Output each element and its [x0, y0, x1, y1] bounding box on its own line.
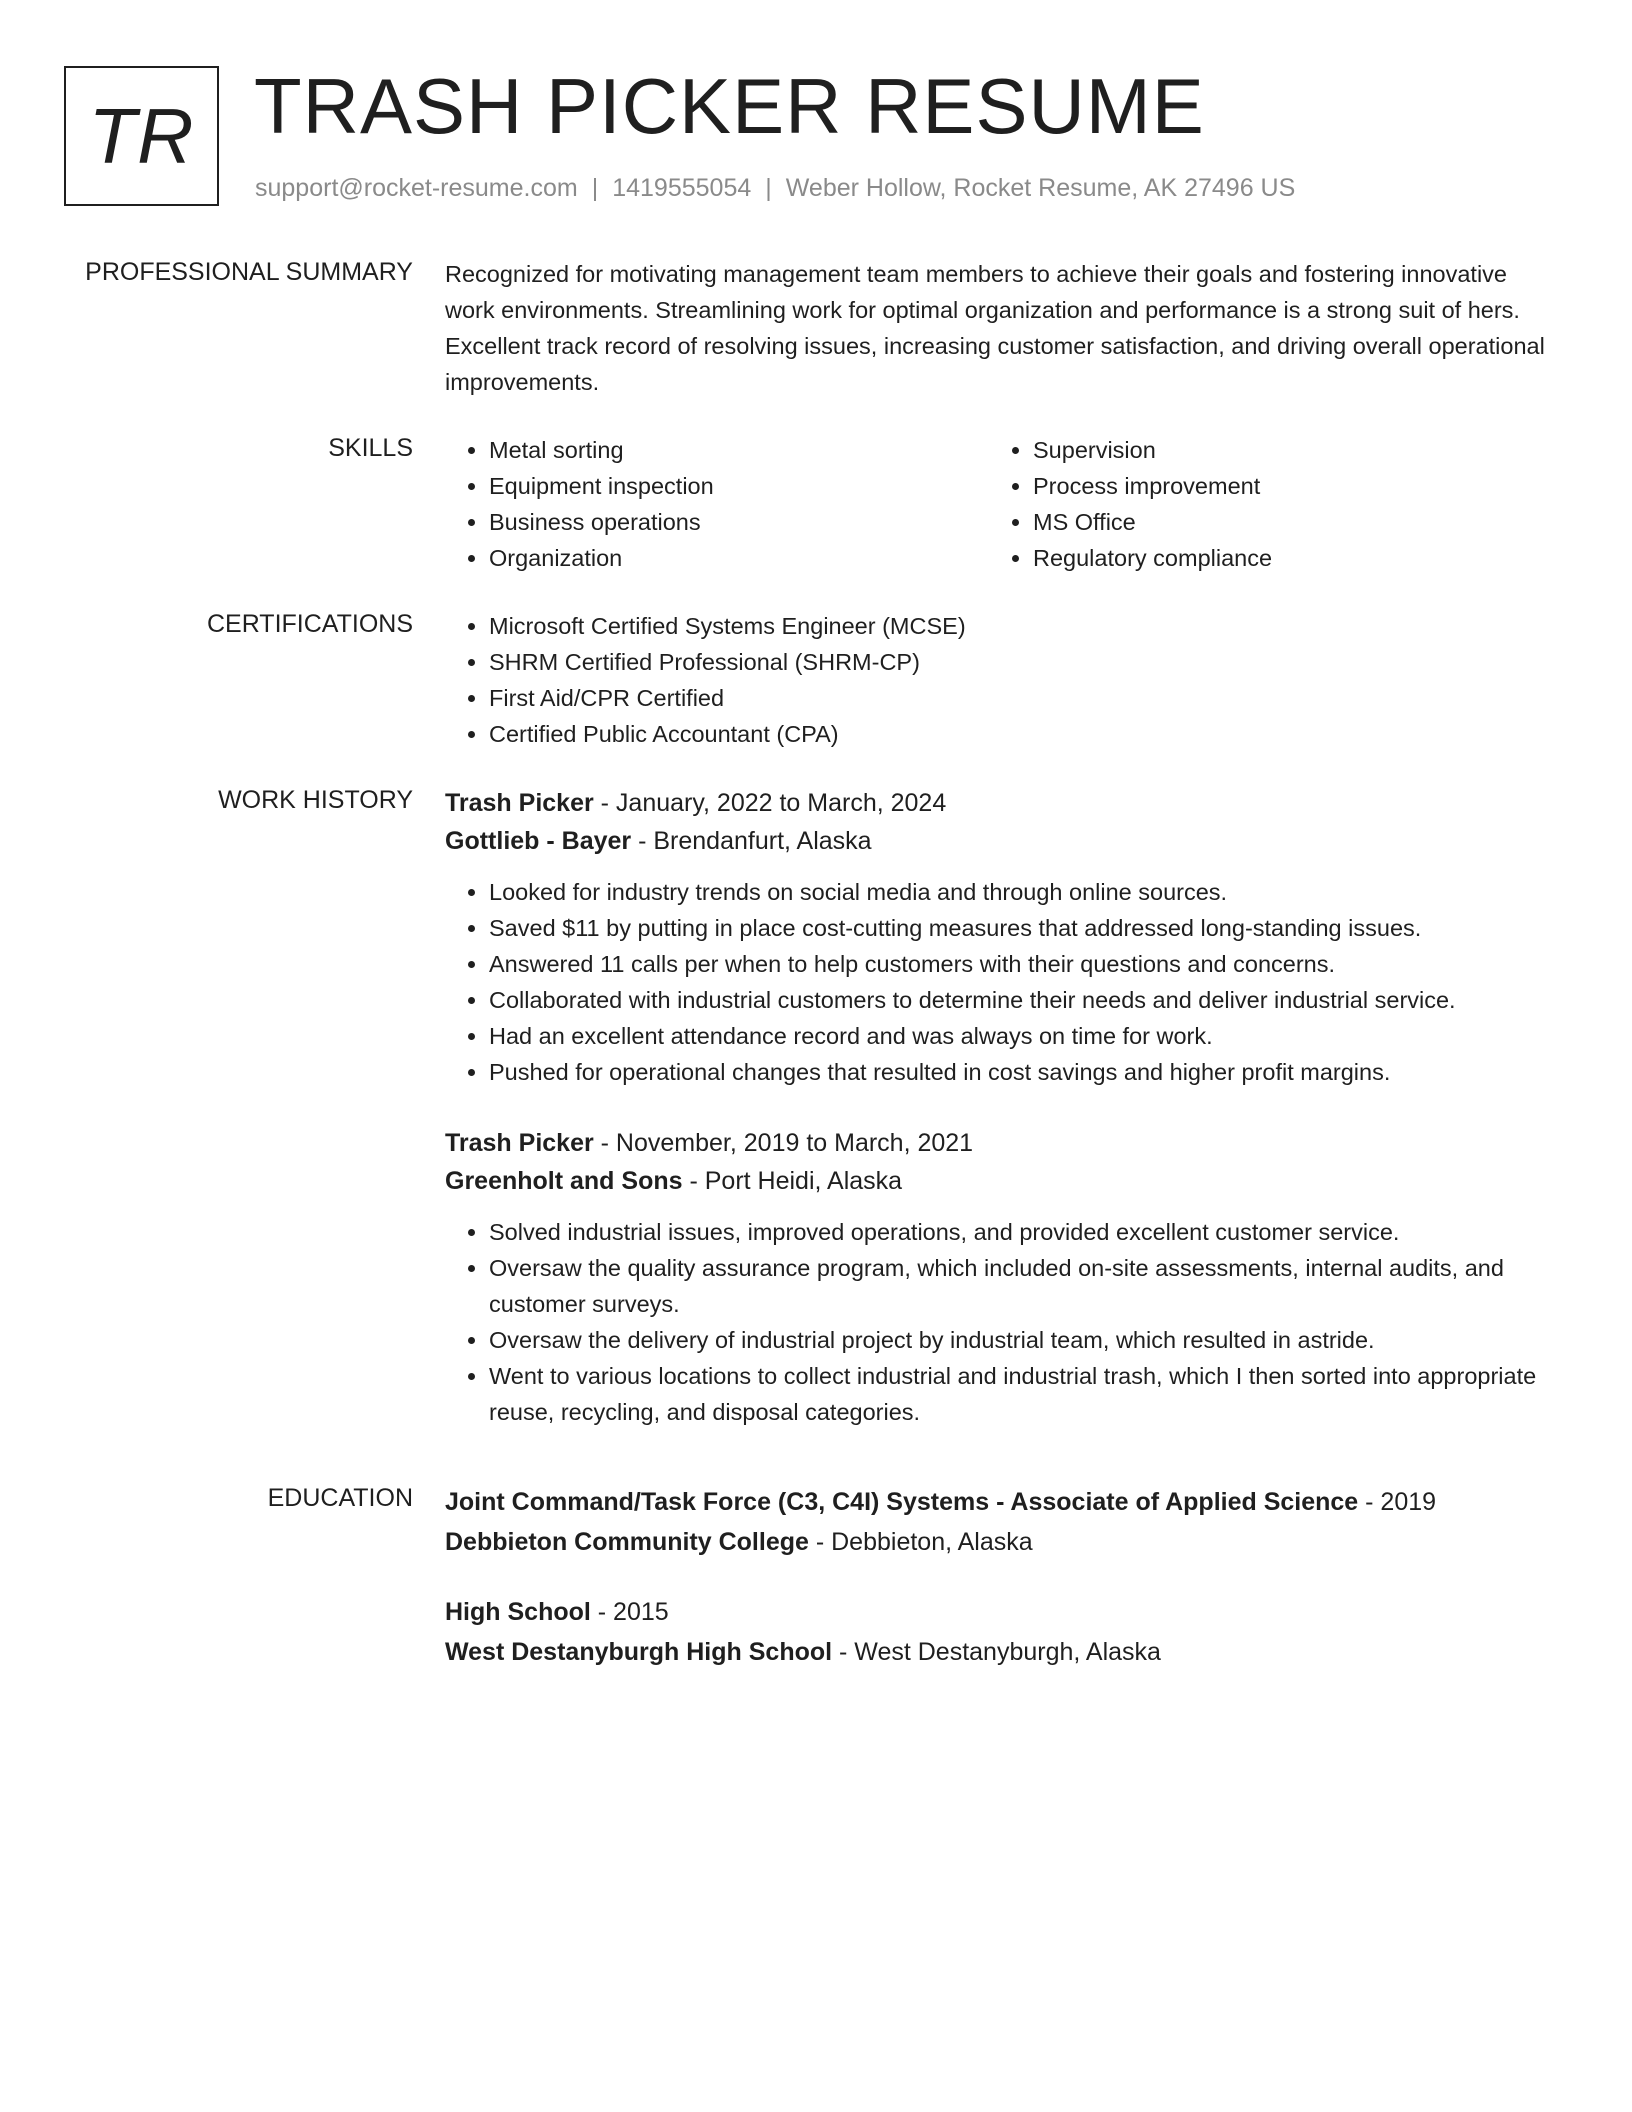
education-degree-line — [445, 1592, 1563, 1632]
contact-separator: | — [765, 174, 772, 202]
certification-item: • First Aid/CPR Certified — [489, 680, 1563, 716]
contact-address: Weber Hollow, Rocket Resume, AK 27496 US — [785, 174, 1296, 202]
certifications-list — [445, 608, 1563, 752]
education-body — [445, 1482, 1563, 1702]
job-title: Trash Picker — [445, 1129, 594, 1157]
monogram-initials: TR — [88, 91, 195, 180]
job-company-line — [445, 822, 1563, 860]
job-bullets — [445, 1214, 1563, 1430]
section-summary — [0, 256, 1632, 400]
job-dates: - November, 2019 to March, 2021 — [593, 1129, 974, 1157]
contact-phone: 1419555054 — [612, 174, 752, 202]
summary-body — [445, 256, 1563, 400]
job-title-line — [445, 784, 1563, 822]
skill-item: • Business operations — [489, 504, 989, 540]
education-entry — [445, 1592, 1563, 1672]
skill-item: • Process improvement — [1033, 468, 1533, 504]
certification-item: • Microsoft Certified Systems Engineer (MCSE) — [489, 608, 1563, 644]
certification-item: • SHRM Certified Professional (SHRM-CP) — [489, 644, 1563, 680]
monogram-box — [64, 66, 219, 206]
education-entry — [445, 1482, 1563, 1562]
job-company-line — [445, 1162, 1563, 1200]
skill-item: • Equipment inspection — [489, 468, 989, 504]
section-label-education: EDUCATION — [267, 1484, 413, 1512]
job-entry — [445, 784, 1563, 1090]
resume-sections — [0, 256, 1632, 1734]
section-skills — [0, 432, 1632, 576]
job-location: - Port Heidi, Alaska — [682, 1167, 903, 1195]
job-bullet: • Answered 11 calls per when to help customers with their questions and concerns. — [489, 946, 1563, 982]
job-bullet: • Went to various locations to collect industrial and industrial trash, which I then sorted into appropriate reuse, recycling, and disposal categories. — [489, 1358, 1563, 1430]
skill-item: • Regulatory compliance — [1033, 540, 1533, 576]
job-bullet: • Oversaw the delivery of industrial project by industrial team, which resulted in astride. — [489, 1322, 1563, 1358]
job-bullet: • Saved $11 by putting in place cost-cutting measures that addressed long-standing issues. — [489, 910, 1563, 946]
contact-email: support@rocket-resume.com — [255, 174, 578, 202]
resume-header — [64, 62, 1564, 216]
education-degree-line — [445, 1482, 1563, 1522]
job-company: Greenholt and Sons — [445, 1167, 683, 1195]
skill-item: • Metal sorting — [489, 432, 989, 468]
education-degree: High School — [445, 1598, 591, 1626]
skill-item: • Organization — [489, 540, 989, 576]
section-label-skills: SKILLS — [328, 434, 413, 462]
education-school-line — [445, 1632, 1563, 1672]
contact-line — [255, 174, 1295, 203]
skills-body — [445, 432, 1563, 576]
skills-list-left — [445, 432, 989, 576]
section-education — [0, 1482, 1632, 1702]
resume-title: TRASH PICKER RESUME — [254, 62, 1205, 150]
education-year: - 2019 — [1358, 1488, 1437, 1516]
work-history-body — [445, 784, 1563, 1450]
education-location: - Debbieton, Alaska — [808, 1528, 1033, 1556]
contact-separator: | — [591, 174, 599, 202]
job-bullet: • Oversaw the quality assurance program, which included on-site assessments, internal audits, and customer surveys. — [489, 1250, 1563, 1322]
education-school-line — [445, 1522, 1563, 1562]
job-bullet: • Looked for industry trends on social media and through online sources. — [489, 874, 1563, 910]
job-entry — [445, 1124, 1563, 1430]
skill-item: • Supervision — [1033, 432, 1533, 468]
job-location: - Brendanfurt, Alaska — [631, 827, 872, 855]
job-bullet: • Solved industrial issues, improved operations, and provided excellent customer service. — [489, 1214, 1563, 1250]
skill-item: • MS Office — [1033, 504, 1533, 540]
section-label-work-history: WORK HISTORY — [218, 786, 413, 814]
section-certifications — [0, 608, 1632, 752]
job-title-line — [445, 1124, 1563, 1162]
job-bullet: • Had an excellent attendance record and was always on time for work. — [489, 1018, 1563, 1054]
education-location: - West Destanyburgh, Alaska — [832, 1638, 1161, 1666]
job-bullet: • Collaborated with industrial customers to determine their needs and deliver industrial service. — [489, 982, 1563, 1018]
education-degree: Joint Command/Task Force (C3, C4I) Systems - Associate of Applied Science — [445, 1488, 1359, 1516]
skills-list-right — [989, 432, 1533, 576]
job-dates: - January, 2022 to March, 2024 — [593, 789, 947, 817]
job-company: Gottlieb - Bayer — [445, 827, 632, 855]
job-bullet: • Pushed for operational changes that resulted in cost savings and higher profit margins. — [489, 1054, 1563, 1090]
education-school: West Destanyburgh High School — [445, 1638, 833, 1666]
job-bullets — [445, 874, 1563, 1090]
section-label-summary: PROFESSIONAL SUMMARY — [85, 258, 413, 286]
section-label-certifications: CERTIFICATIONS — [206, 610, 413, 638]
summary-text: Recognized for motivating management team members to achieve their goals and fostering innovative work environments. Streamlining work for optimal organization and performance is a strong suit of hers. Excellent track record of resolving issues, increasing customer satisfaction, and driving overall operational improvements. — [445, 261, 1545, 395]
job-title: Trash Picker — [445, 789, 594, 817]
education-school: Debbieton Community College — [445, 1528, 809, 1556]
certifications-body — [445, 608, 1563, 752]
education-year: - 2015 — [590, 1598, 669, 1626]
section-work-history — [0, 784, 1632, 1450]
certification-item: • Certified Public Accountant (CPA) — [489, 716, 1563, 752]
